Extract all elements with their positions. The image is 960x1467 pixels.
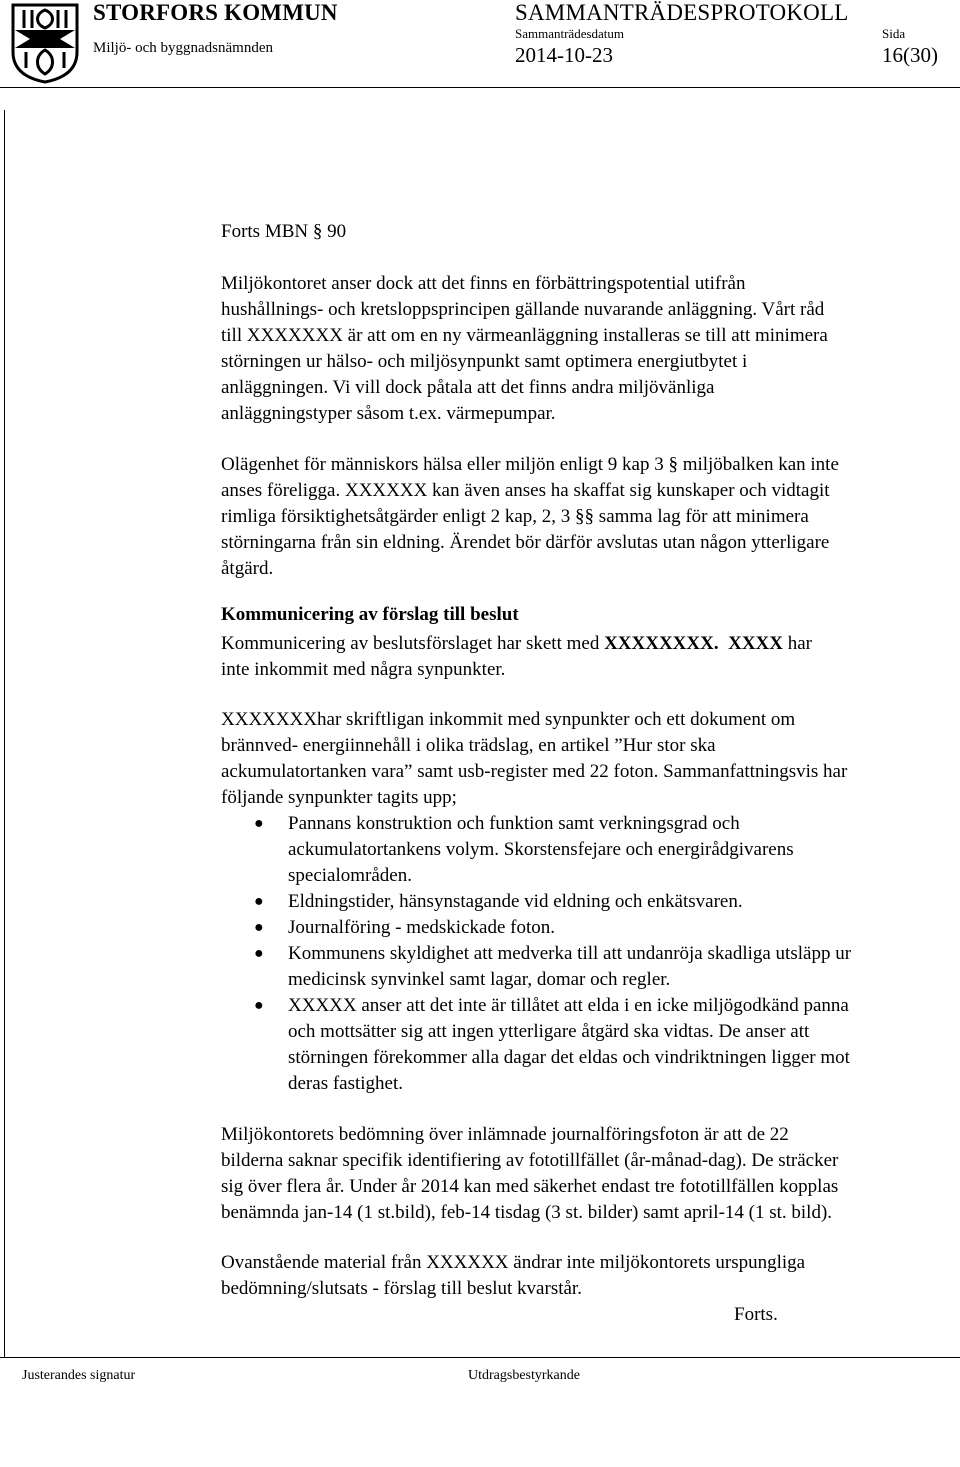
paragraph-line: bilderna saknar specifik identifiering av fototillfället (år-månad-dag). De sträcker bbox=[221, 1150, 839, 1171]
paragraph-line: Miljökontorets bedömning över inlämnade journalföringsfoton är att de 22 bbox=[221, 1124, 789, 1145]
header-divider bbox=[0, 87, 960, 88]
text-run: har bbox=[783, 633, 813, 654]
bullet-line: deras fastighet. bbox=[288, 1073, 404, 1094]
paragraph-line: rimliga försiktighetsåtgärder enligt 2 kap, 2, 3 §§ samma lag för att minimera bbox=[221, 506, 809, 527]
redacted-name: XXXXXXXX. bbox=[604, 633, 719, 654]
municipal-coat-of-arms-logo bbox=[10, 2, 80, 84]
page-number: 16(30) bbox=[882, 43, 938, 67]
paragraph-line: till XXXXXXX är att om en ny värmeanläggning installeras se till att minimera bbox=[221, 325, 828, 346]
date-label: Sammanträdesdatum bbox=[515, 26, 625, 41]
bullet-line: Eldningstider, hänsynstagande vid eldning och enkätsvaren. bbox=[288, 891, 743, 912]
bullet-marker: ● bbox=[254, 815, 264, 832]
bullet-line: ackumulatortankens volym. Skorstensfejare och energirådgivarens bbox=[288, 839, 794, 860]
bullet-line: specialområden. bbox=[288, 865, 412, 886]
paragraph-line: störningarna från sin eldning. Ärendet bör därför avslutas utan någon ytterligare bbox=[221, 532, 830, 553]
bullet-line: störningen förekommer alla dagar det eldas och vindriktningen ligger mot bbox=[288, 1047, 850, 1068]
page-label: Sida bbox=[882, 26, 906, 41]
paragraph-line bbox=[221, 631, 812, 657]
meeting-date: 2014-10-23 bbox=[515, 43, 613, 67]
paragraph-line: Olägenhet för människors hälsa eller miljön enligt 9 kap 3 § miljöbalken kan inte bbox=[221, 454, 839, 475]
bullet-marker: ● bbox=[254, 945, 264, 962]
paragraph-line: brännved- energiinnehåll i olika trädslag, en artikel ”Hur stor ska bbox=[221, 735, 716, 756]
bullet-marker: ● bbox=[254, 893, 264, 910]
bullet-line: Kommunens skyldighet att medverka till att undanröja skadliga utsläpp ur bbox=[288, 943, 852, 964]
paragraph-line: ackumulatortanken vara” samt usb-register med 22 foton. Sammanfattningsvis har bbox=[221, 761, 848, 782]
bullet-line: Pannans konstruktion och funktion samt verkningsgrad och bbox=[288, 813, 740, 834]
continues-marker: Forts. bbox=[734, 1304, 778, 1325]
text-run bbox=[719, 633, 729, 654]
paragraph-line: hushållnings- och kretsloppsprincipen gällande nuvarande anläggning. Vårt råd bbox=[221, 299, 825, 320]
paragraph-line: anläggningstyper såsom t.ex. värmepumpar. bbox=[221, 403, 556, 424]
continuation-title: Forts MBN § 90 bbox=[221, 221, 347, 242]
paragraph-line: anläggningen. Vi vill dock påtala att det finns andra miljövänliga bbox=[221, 377, 715, 398]
committee-name: Miljö- och byggnadsnämnden bbox=[93, 40, 273, 56]
paragraph-line: sig över flera år. Under år 2014 kan med säkerhet endast tre fototillfällen kopplas bbox=[221, 1176, 839, 1197]
organization-name: STORFORS KOMMUN bbox=[93, 0, 338, 25]
paragraph-line: anses föreligga. XXXXXX kan även anses ha skaffat sig kunskaper och vidtagit bbox=[221, 480, 830, 501]
paragraph-line: följande synpunkter tagits upp; bbox=[221, 787, 457, 808]
bullet-line: och mottsätter sig att ingen ytterligare åtgärd ska vidtas. De anser att bbox=[288, 1021, 810, 1042]
bullet-marker: ● bbox=[254, 919, 264, 936]
left-margin-rule bbox=[4, 110, 5, 1357]
certification-label: Utdragsbestyrkande bbox=[468, 1368, 580, 1383]
paragraph-line: bedömning/slutsats - förslag till beslut kvarstår. bbox=[221, 1278, 582, 1299]
paragraph-line: inte inkommit med några synpunkter. bbox=[221, 659, 506, 680]
bullet-line: medicinsk synvinkel samt lagar, domar och regler. bbox=[288, 969, 671, 990]
paragraph-line: Miljökontoret anser dock att det finns en förbättringspotential utifrån bbox=[221, 273, 746, 294]
redacted-name: XXXX bbox=[728, 633, 783, 654]
paragraph-line: störningen ur hälso- och miljösynpunkt samt optimera energiutbytet i bbox=[221, 351, 748, 372]
bullet-marker: ● bbox=[254, 997, 264, 1014]
paragraph-line: benämnda jan-14 (1 st.bild), feb-14 tisdag (3 st. bilder) samt april-14 (1 st. bild). bbox=[221, 1202, 833, 1223]
signature-label: Justerandes signatur bbox=[22, 1368, 136, 1383]
paragraph-line: XXXXXXXhar skriftligan inkommit med synpunkter och ett dokument om bbox=[221, 709, 796, 730]
document-type: SAMMANTRÄDESPROTOKOLL bbox=[515, 0, 849, 25]
footer-divider bbox=[0, 1357, 960, 1358]
bullet-line: Journalföring - medskickade foton. bbox=[288, 917, 555, 938]
paragraph-line: åtgärd. bbox=[221, 558, 274, 579]
section-heading: Kommunicering av förslag till beslut bbox=[221, 604, 519, 625]
text-run: Kommunicering av beslutsförslaget har skett med bbox=[221, 633, 605, 654]
bullet-line: XXXXX anser att det inte är tillåtet att elda i en icke miljögodkänd panna bbox=[288, 995, 849, 1016]
paragraph-line: Ovanstående material från XXXXXX ändrar inte miljökontorets urspungliga bbox=[221, 1252, 806, 1273]
